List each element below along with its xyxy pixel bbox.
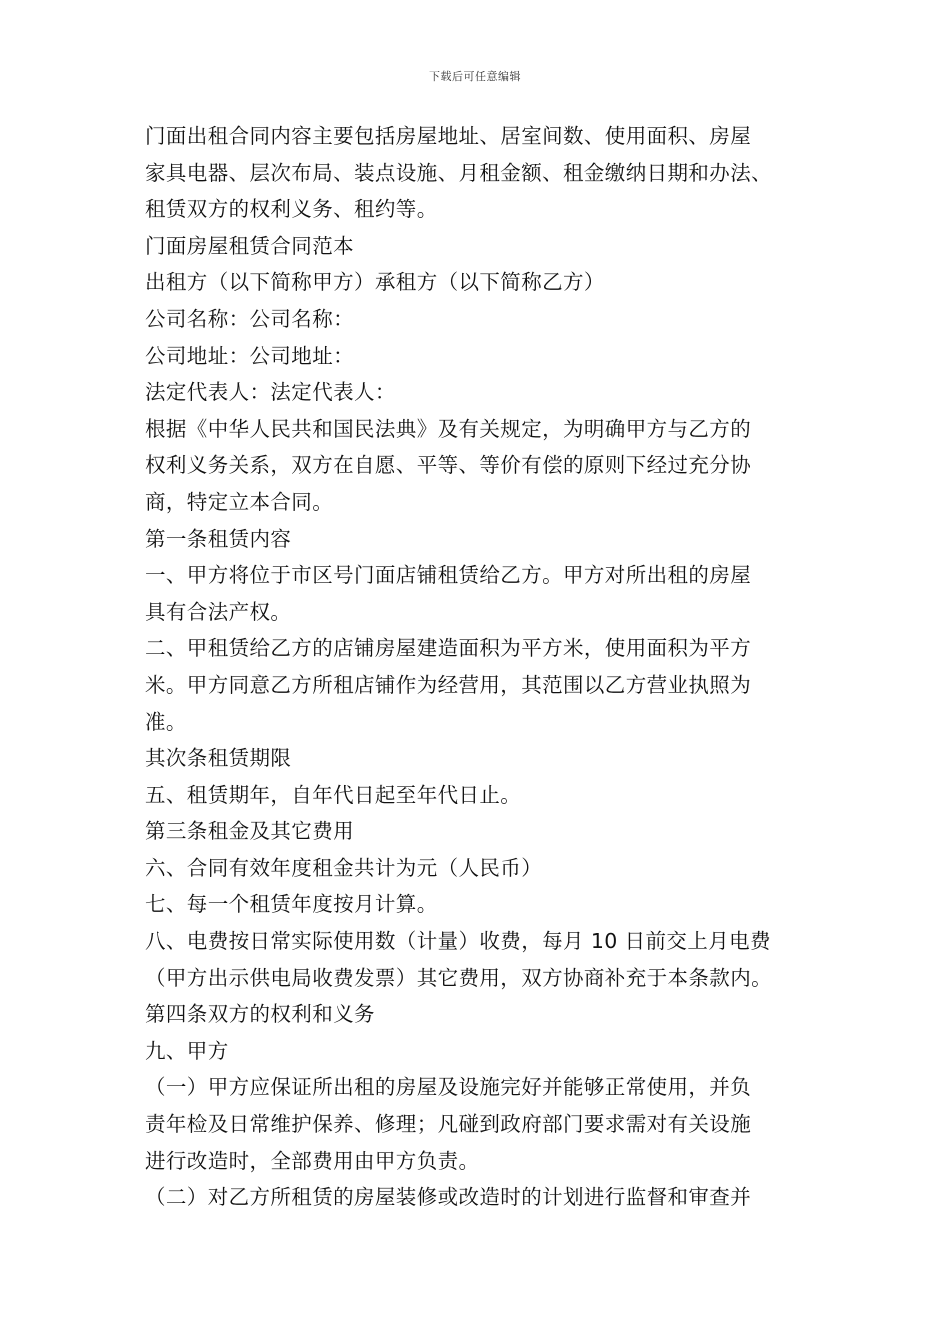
article-heading: 第四条双方的权利和义务 (145, 1002, 375, 1027)
text-line: 出租方（以下简称甲方）承租方（以下简称乙方） (145, 270, 605, 295)
text-line: 家具电器、层次布局、装点设施、月租金额、租金缴纳日期和办法、 (145, 160, 772, 185)
text-line: 七、每一个租赁年度按月计算。 (145, 892, 438, 917)
section-title: 门面房屋租赁合同范本 (145, 233, 354, 258)
article-heading: 其次条租赁期限 (145, 746, 292, 771)
text-line: 门面出租合同内容主要包括房屋地址、居室间数、使用面积、房屋 (145, 124, 752, 148)
text-line: 八、电费按日常实际使用数（计量）收费，每月 10 日前交上月电费 (145, 929, 771, 954)
text-line: 进行改造时，全部费用由甲方负责。 (145, 1148, 480, 1173)
text-line: 五、租赁期年，自年代日起至年代日止。 (145, 782, 522, 807)
text-line: （二）对乙方所租赁的房屋装修或改造时的计划进行监督和审查并 (145, 1185, 752, 1210)
text-line: 权利义务关系，双方在自愿、平等、等价有偿的原则下经过充分协 (145, 453, 752, 478)
article-heading: 第三条租金及其它费用 (145, 819, 354, 844)
text-line: 一、甲方将位于市区号门面店铺租赁给乙方。甲方对所出租的房屋 (145, 563, 752, 588)
text-line: 法定代表人：法定代表人： (145, 380, 396, 405)
page-header: 下载后可任意编辑 (429, 70, 521, 83)
text-line: 租赁双方的权利义务、租约等。 (145, 197, 438, 222)
text-line: 具有合法产权。 (145, 599, 292, 624)
text-line: 商，特定立本合同。 (145, 489, 334, 514)
text-line: 公司地址：公司地址： (145, 343, 354, 368)
text-line: 米。甲方同意乙方所租店铺作为经营用，其范围以乙方营业执照为 (145, 672, 752, 697)
text-line: 九、甲方 (145, 1038, 229, 1063)
text-line: （甲方出示供电局收费发票）其它费用，双方协商补充于本条款内。 (145, 965, 772, 990)
text-line: （一）甲方应保证所出租的房屋及设施完好并能够正常使用，并负 (145, 1075, 752, 1100)
text-line: 准。 (145, 709, 187, 734)
text-line: 责年检及日常维护保养、修理；凡碰到政府部门要求需对有关设施 (145, 1112, 752, 1137)
text-line: 根据《中华人民共和国民法典》及有关规定，为明确甲方与乙方的 (145, 416, 752, 441)
article-heading: 第一条租赁内容 (145, 526, 292, 551)
text-line: 公司名称：公司名称： (145, 306, 354, 331)
contract-body (145, 118, 810, 1216)
text-line: 六、合同有效年度租金共计为元（人民币） (145, 855, 543, 880)
text-line: 二、甲租赁给乙方的店铺房屋建造面积为平方米，使用面积为平方 (145, 636, 752, 661)
